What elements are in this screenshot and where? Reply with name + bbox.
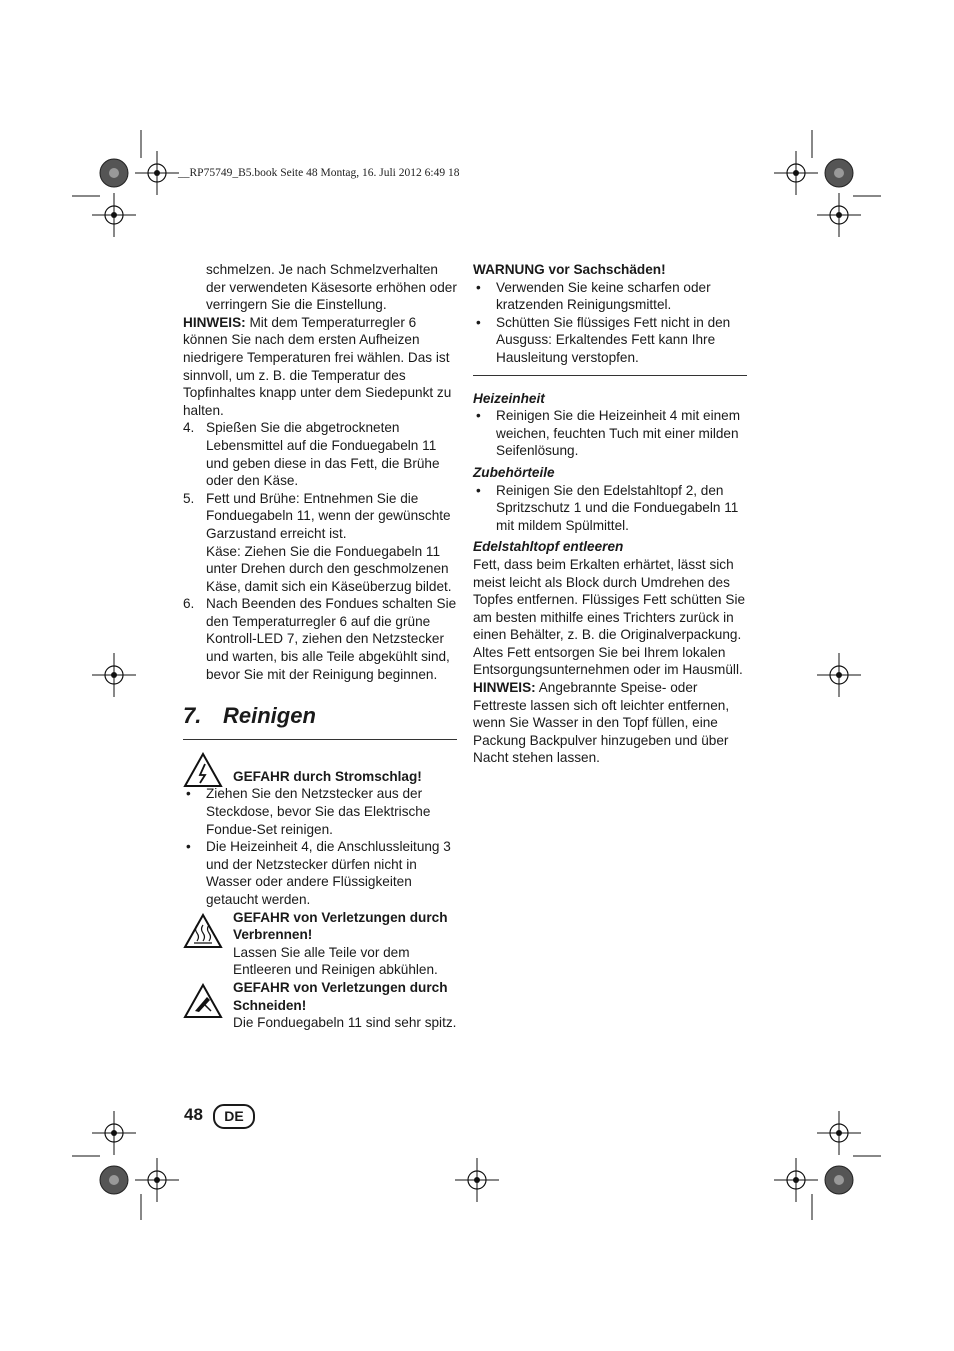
danger-electric-block — [183, 752, 457, 786]
hinweis-text: Angebrannte Speise- oder Fettreste lassen sich oft leichter entfernen, wenn Sie Wasser in den Topf füllen, eine Packung Backpulver hinzugeben und über Nacht stehen lassen. — [473, 680, 730, 766]
section-number: 7. — [183, 703, 202, 729]
edelstahl-text: Fett, dass beim Erkalten erhärtet, lässt sich meist leicht als Block durch Umdrehen des Topfes entfernen. Flüssiges Fett schütten Sie am besten mithilfe eines Trichters zurück in einen Behälter, z. B. die Originalverpackung. Altes Fett entsorgen Sie bei Ihrem lokalen Entsorgungsunternehmen oder im Hausmüll. — [473, 556, 746, 678]
bullet-text: Reinigen Sie die Heizeinheit 4 mit einem weichen, feuchten Tuch mit einer milden Seifenlösung. — [496, 408, 741, 459]
step-number: 5. — [183, 490, 195, 506]
bullet-item: • Ziehen Sie den Netzstecker aus der Steckdose, bevor Sie das Elektrische Fondue-Set reinigen. — [186, 786, 431, 837]
hinweis-paragraph — [183, 314, 457, 420]
step-text: Fett und Brühe: Entnehmen Sie die Fonduegabeln 11, wenn der gewünschte Garzustand erreicht ist. — [206, 490, 451, 541]
bullet-item: • Die Heizeinheit 4, die Anschlussleitung 3 und der Netzstecker dürfen nicht in Wasser oder andere Flüssigkeiten getaucht werden. — [186, 839, 451, 907]
bullet-text: Reinigen Sie den Edelstahltopf 2, den Spritzschutz 1 und die Fonduegabeln 11 mit mildem Spülmittel. — [496, 482, 739, 533]
hot-surface-icon — [183, 913, 223, 949]
bullet-item: • Verwenden Sie keine scharfen oder kratzenden Reinigungsmittel. — [476, 279, 711, 313]
right-column — [473, 261, 747, 767]
step-text: Spießen Sie die abgetrockneten Lebensmittel auf die Fonduegabeln 11 und geben diese in das Fett, die Brühe oder den Käse. — [206, 420, 440, 489]
bullet-text: Ziehen Sie den Netzstecker aus der Steckdose, bevor Sie das Elektrische Fondue-Set reinigen. — [206, 786, 431, 837]
left-column — [183, 261, 457, 1032]
bullet-item: • Reinigen Sie den Edelstahltopf 2, den Spritzschutz 1 und die Fonduegabeln 11 mit mildem Spülmittel. — [476, 482, 739, 533]
step-item — [183, 419, 457, 489]
step-item — [183, 595, 457, 683]
heizeinheit-title: Heizeinheit — [473, 390, 545, 406]
zubehoer-title: Zubehörteile — [473, 464, 555, 480]
danger-cut-title: GEFAHR von Verletzungen durch Schneiden! — [233, 979, 448, 1013]
step-number: 6. — [183, 596, 195, 612]
hinweis-paragraph — [473, 679, 747, 767]
step-extra-text: Käse: Ziehen Sie die Fonduegabeln 11 unter Drehen durch den geschmolzenen Käse, damit sich ein Käseüberzug bildet. — [206, 543, 452, 594]
danger-burn-text: Lassen Sie alle Teile vor dem Entleeren und Reinigen abkühlen. — [233, 944, 438, 978]
hinweis-text: Mit dem Temperaturregler 6 können Sie nach dem ersten Aufheizen niedrigere Temperaturen frei wählen. Das ist sinnvoll, um z. B. die Temperatur des Topfinhaltes knapp unter dem Siedepunkt zu halten. — [183, 314, 452, 418]
danger-cut-text: Die Fonduegabeln 11 sind sehr spitz. — [233, 1015, 457, 1031]
danger-electric-title: GEFAHR durch Stromschlag! — [233, 768, 422, 784]
edelstahl-title: Edelstahltopf entleeren — [473, 539, 624, 555]
hinweis-label: HINWEIS: — [183, 314, 246, 330]
electric-hazard-icon — [183, 752, 223, 788]
bullet-item: • Reinigen Sie die Heizeinheit 4 mit einem weichen, feuchten Tuch mit einer milden Seifenlösung. — [476, 408, 741, 459]
bullet-item: • Schütten Sie flüssiges Fett nicht in den Ausguss: Erkaltendes Fett kann Ihre Hausleitung verstopfen. — [476, 314, 731, 365]
danger-burn-block — [183, 909, 457, 979]
step-text: Nach Beenden des Fondues schalten Sie den Temperaturregler 6 auf die grüne Kontroll-LED 7, ziehen den Netzstecker und warten, bis alle Teile abgekühlt sind, bevor Sie mit der Reinigung beginnen. — [206, 596, 457, 682]
bullet-text: Schütten Sie flüssiges Fett nicht in den Ausguss: Erkaltendes Fett kann Ihre Hausleitung verstopfen. — [496, 314, 731, 365]
warnung-title: WARNUNG vor Sachschäden! — [473, 262, 666, 277]
intro-text: schmelzen. Je nach Schmelzverhalten der verwendeten Käsesorte erhöhen oder verringern Sie die Einstellung. — [206, 262, 457, 313]
cut-hazard-icon — [183, 983, 223, 1019]
section-title: Reinigen — [223, 703, 316, 729]
step-item — [183, 490, 457, 596]
language-badge: DE — [213, 1104, 255, 1129]
file-header: __RP75749_B5.book Seite 48 Montag, 16. Juli 2012 6:49 18 — [178, 167, 460, 179]
divider — [473, 375, 747, 376]
step-number: 4. — [183, 420, 195, 436]
hinweis-label: HINWEIS: — [473, 680, 536, 696]
danger-burn-title: GEFAHR von Verletzungen durch Verbrennen! — [233, 909, 448, 943]
danger-cut-block — [183, 979, 457, 1032]
page-number: 48 — [184, 1105, 203, 1124]
bullet-text: Verwenden Sie keine scharfen oder kratzenden Reinigungsmittel. — [496, 279, 711, 313]
section-heading — [183, 703, 457, 740]
bullet-text: Die Heizeinheit 4, die Anschlussleitung 3 und der Netzstecker dürfen nicht in Wasser oder andere Flüssigkeiten getaucht werden. — [206, 839, 451, 907]
